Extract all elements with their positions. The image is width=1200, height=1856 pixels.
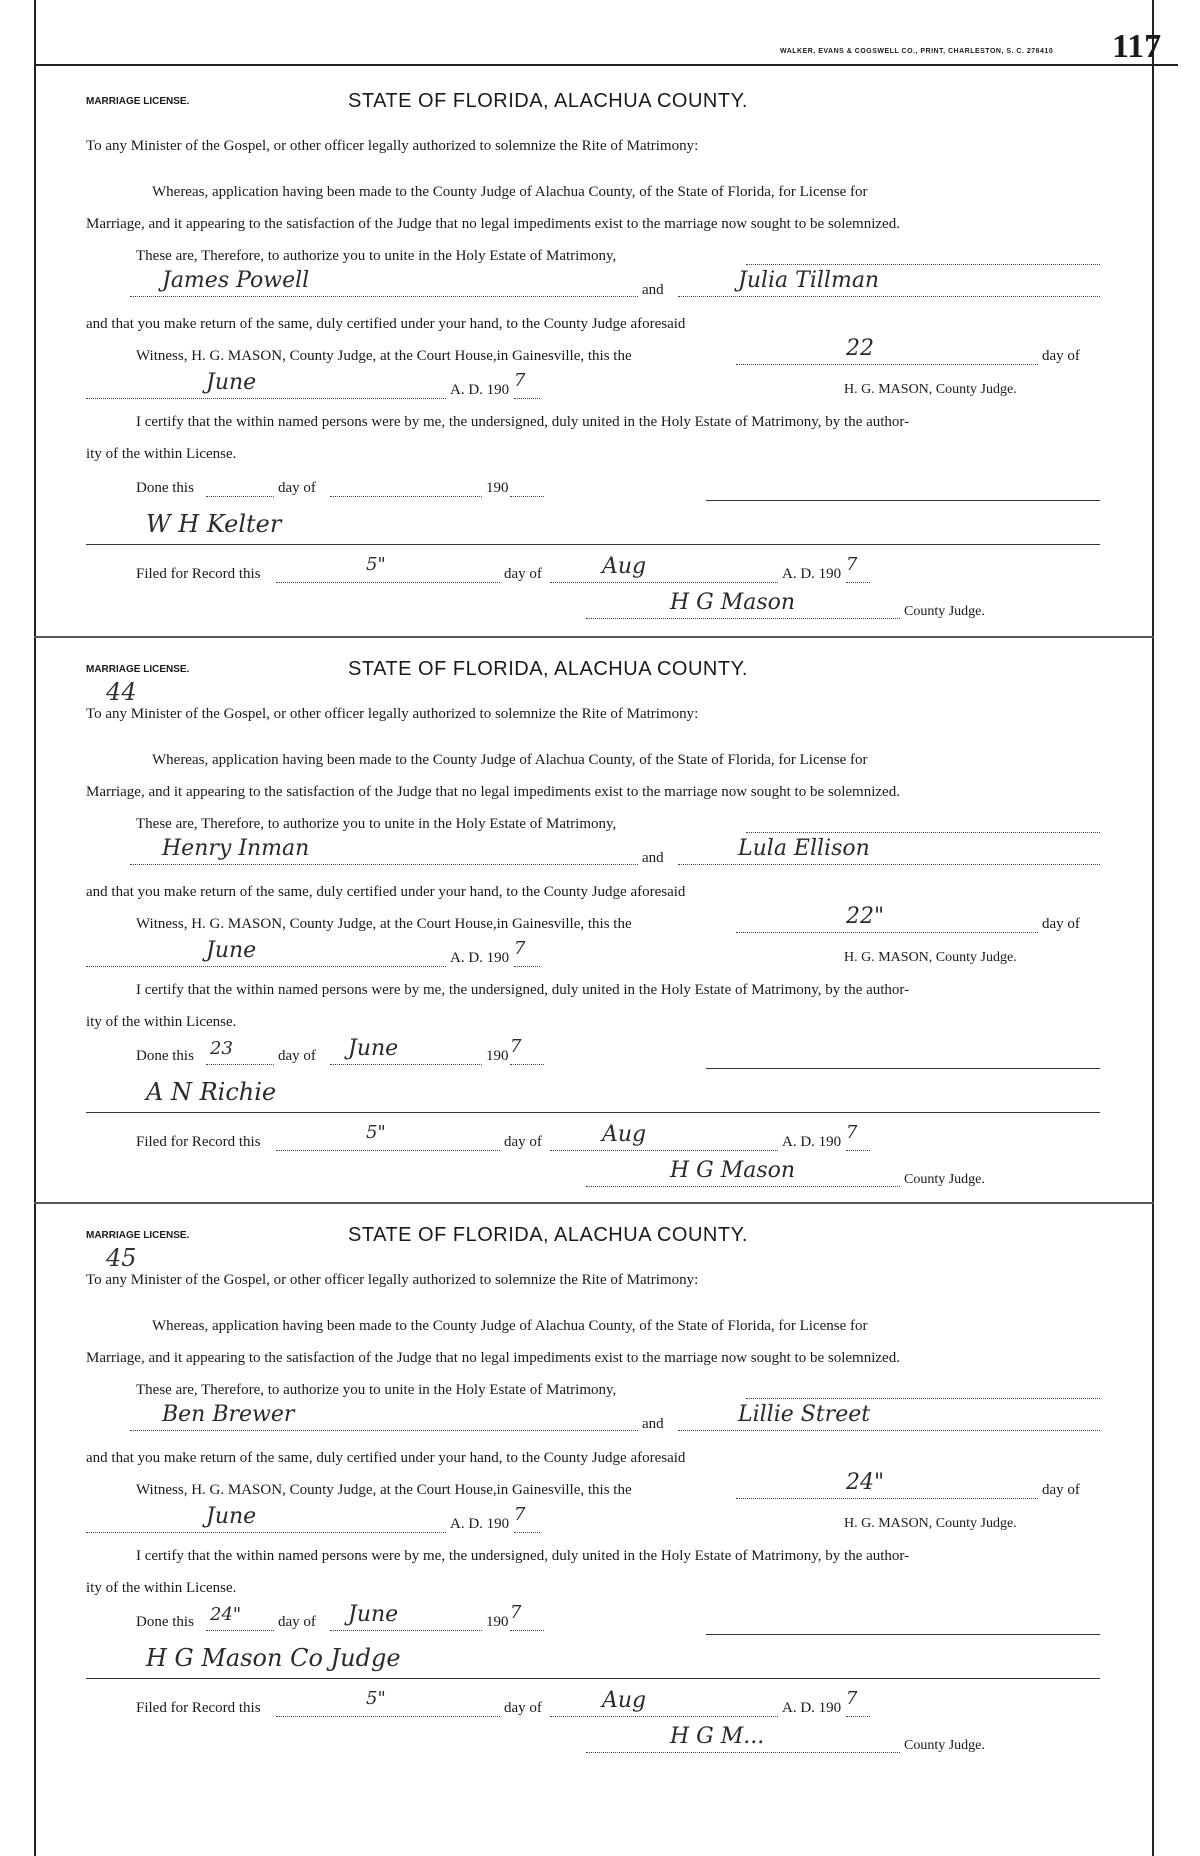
- bride-fill: [678, 864, 1100, 865]
- done-year-fill: [510, 1064, 544, 1065]
- officiant-signature: H G Mason Co Judge: [146, 1644, 401, 1672]
- whereas-line-2: Marriage, and it appearing to the satisfaction of the Judge that no legal impediments exist to the marriage now sought to be solemnized.: [86, 1350, 900, 1366]
- certify-line-2: ity of the within License.: [86, 1580, 237, 1596]
- certify-line-1: I certify that the within named persons were by me, the undersigned, duly united in the Holy Estate of Matrimony, by the author-: [136, 414, 910, 430]
- done-day: 23: [210, 1038, 233, 1059]
- groom-fill: [130, 864, 638, 865]
- witness-day: 22": [846, 904, 885, 929]
- printer-imprint: WALKER, EVANS & COGSWELL CO., PRINT, CHARLESTON, S. C. 276410: [780, 48, 1054, 55]
- groom-fill: [130, 296, 638, 297]
- filed-label: Filed for Record this: [136, 1134, 261, 1150]
- groom-fill: [130, 1430, 638, 1431]
- signature-rule: [86, 1112, 1100, 1113]
- page-number: 117: [1112, 28, 1162, 65]
- certify-line-1: I certify that the within named persons were by me, the undersigned, duly united in the Holy Estate of Matrimony, by the author-: [136, 982, 910, 998]
- filed-by-signature: H G Mason: [670, 1158, 796, 1183]
- done-day-fill: [206, 496, 274, 497]
- filed-year-fill: [846, 582, 870, 583]
- right-border: [1152, 0, 1154, 1856]
- filed-day-of-label: day of: [504, 566, 542, 582]
- witness-year-fill: [514, 966, 540, 967]
- filed-label: Filed for Record this: [136, 1700, 261, 1716]
- top-rule: [34, 64, 1178, 66]
- officiant-rule: [706, 500, 1100, 501]
- done-month-fill: [330, 1630, 482, 1631]
- day-of-label: day of: [1042, 916, 1080, 932]
- whereas-line-1: Whereas, application having been made to the County Judge of Alachua County, of the State of Florida, for License for: [152, 184, 868, 200]
- filed-day-of-label: day of: [504, 1700, 542, 1716]
- certify-line-1: I certify that the within named persons were by me, the undersigned, duly united in the Holy Estate of Matrimony, by the author-: [136, 1548, 910, 1564]
- groom-name: Henry Inman: [162, 836, 310, 861]
- done-year-fill: [510, 496, 544, 497]
- day-of-label: day of: [1042, 348, 1080, 364]
- groom-name: Ben Brewer: [162, 1402, 295, 1427]
- filed-day: 5": [366, 1122, 386, 1143]
- filed-day-fill: [276, 582, 500, 583]
- bride-name: Lula Ellison: [738, 836, 870, 861]
- salutation: To any Minister of the Gospel, or other officer legally authorized to solemnize the Rite of Matrimony:: [86, 706, 699, 722]
- and-label: and: [642, 850, 664, 866]
- done-day: 24": [210, 1604, 242, 1625]
- license-label: MARRIAGE LICENSE.: [86, 664, 190, 675]
- filed-day-fill: [276, 1150, 500, 1151]
- ad-label: A. D. 190: [450, 382, 510, 398]
- done-year-fill: [510, 1630, 544, 1631]
- license-label: MARRIAGE LICENSE.: [86, 1230, 190, 1241]
- whereas-line-2: Marriage, and it appearing to the satisfaction of the Judge that no legal impediments exist to the marriage now sought to be solemnized.: [86, 216, 900, 232]
- witness-month: June: [206, 1504, 257, 1529]
- witness-year-fill: [514, 1532, 540, 1533]
- witness-year: 7: [514, 938, 526, 959]
- and-label: and: [642, 1416, 664, 1432]
- filed-label: Filed for Record this: [136, 566, 261, 582]
- done-year-label: 190: [486, 1614, 509, 1630]
- witness-line: Witness, H. G. MASON, County Judge, at the Court House,in Gainesville, this the: [136, 348, 632, 364]
- filed-ad-label: A. D. 190: [782, 1134, 842, 1150]
- bride-name: Lillie Street: [738, 1402, 871, 1427]
- witness-day: 24": [846, 1470, 885, 1495]
- county-judge-label: County Judge.: [904, 1172, 985, 1187]
- filed-by-fill: [586, 618, 900, 619]
- filed-year: 7: [846, 1688, 858, 1709]
- filed-by-signature: H G M...: [670, 1724, 765, 1749]
- filed-by-fill: [586, 1186, 900, 1187]
- filed-month: Aug: [602, 1122, 647, 1147]
- bride-name: Julia Tillman: [738, 268, 880, 293]
- filed-day-fill: [276, 1716, 500, 1717]
- witness-month-fill: [86, 1532, 446, 1533]
- done-year-label: 190: [486, 480, 509, 496]
- license-number: 44: [106, 678, 137, 706]
- license-title: STATE OF FLORIDA, ALACHUA COUNTY.: [348, 658, 748, 680]
- officiant-signature: W H Kelter: [146, 510, 282, 538]
- filed-year-fill: [846, 1716, 870, 1717]
- done-day-of-label: day of: [278, 1614, 316, 1630]
- witness-line: Witness, H. G. MASON, County Judge, at the Court House,in Gainesville, this the: [136, 916, 632, 932]
- return-line: and that you make return of the same, duly certified under your hand, to the County Judge aforesaid: [86, 316, 686, 332]
- authorize-line: These are, Therefore, to authorize you to unite in the Holy Estate of Matrimony,: [136, 816, 617, 832]
- ad-label: A. D. 190: [450, 950, 510, 966]
- license-separator: [34, 1202, 1154, 1204]
- done-day-of-label: day of: [278, 480, 316, 496]
- filed-month: Aug: [602, 554, 647, 579]
- done-day-of-label: day of: [278, 1048, 316, 1064]
- left-border: [34, 0, 36, 1856]
- bride-fill: [678, 1430, 1100, 1431]
- license-title: STATE OF FLORIDA, ALACHUA COUNTY.: [348, 1224, 748, 1246]
- done-label: Done this: [136, 1614, 194, 1630]
- whereas-line-2: Marriage, and it appearing to the satisfaction of the Judge that no legal impediments exist to the marriage now sought to be solemnized.: [86, 784, 900, 800]
- done-month-fill: [330, 1064, 482, 1065]
- filed-month-fill: [550, 1150, 778, 1151]
- done-year: 7: [510, 1036, 522, 1057]
- filed-year: 7: [846, 1122, 858, 1143]
- filed-day: 5": [366, 1688, 386, 1709]
- filed-year: 7: [846, 554, 858, 575]
- judge-signature-print: H. G. MASON, County Judge.: [844, 382, 1017, 397]
- salutation: To any Minister of the Gospel, or other officer legally authorized to solemnize the Rite of Matrimony:: [86, 138, 699, 154]
- witness-month: June: [206, 370, 257, 395]
- witness-day-fill: [736, 932, 1038, 933]
- filed-ad-label: A. D. 190: [782, 566, 842, 582]
- filed-by-signature: H G Mason: [670, 590, 796, 615]
- authorize-fill: [746, 1398, 1100, 1399]
- filed-ad-label: A. D. 190: [782, 1700, 842, 1716]
- witness-day: 22: [846, 336, 874, 361]
- authorize-line: These are, Therefore, to authorize you to unite in the Holy Estate of Matrimony,: [136, 248, 617, 264]
- return-line: and that you make return of the same, duly certified under your hand, to the County Judge aforesaid: [86, 884, 686, 900]
- done-month: June: [348, 1036, 399, 1061]
- done-day-fill: [206, 1064, 274, 1065]
- whereas-line-1: Whereas, application having been made to the County Judge of Alachua County, of the State of Florida, for License for: [152, 1318, 868, 1334]
- license-separator: [34, 636, 1154, 638]
- done-year-label: 190: [486, 1048, 509, 1064]
- judge-signature-print: H. G. MASON, County Judge.: [844, 950, 1017, 965]
- license-title: STATE OF FLORIDA, ALACHUA COUNTY.: [348, 90, 748, 112]
- done-month-fill: [330, 496, 482, 497]
- witness-day-fill: [736, 364, 1038, 365]
- signature-rule: [86, 1678, 1100, 1679]
- officiant-rule: [706, 1068, 1100, 1069]
- done-label: Done this: [136, 480, 194, 496]
- done-year: 7: [510, 1602, 522, 1623]
- certify-line-2: ity of the within License.: [86, 446, 237, 462]
- filed-day-of-label: day of: [504, 1134, 542, 1150]
- ad-label: A. D. 190: [450, 1516, 510, 1532]
- and-label: and: [642, 282, 664, 298]
- witness-year: 7: [514, 1504, 526, 1525]
- authorize-fill: [746, 264, 1100, 265]
- witness-month: June: [206, 938, 257, 963]
- done-label: Done this: [136, 1048, 194, 1064]
- license-number: 45: [106, 1244, 137, 1272]
- witness-month-fill: [86, 966, 446, 967]
- filed-year-fill: [846, 1150, 870, 1151]
- bride-fill: [678, 296, 1100, 297]
- filed-month-fill: [550, 1716, 778, 1717]
- signature-rule: [86, 544, 1100, 545]
- authorize-line: These are, Therefore, to authorize you to unite in the Holy Estate of Matrimony,: [136, 1382, 617, 1398]
- authorize-fill: [746, 832, 1100, 833]
- witness-year: 7: [514, 370, 526, 391]
- judge-signature-print: H. G. MASON, County Judge.: [844, 1516, 1017, 1531]
- license-label: MARRIAGE LICENSE.: [86, 96, 190, 107]
- done-month: June: [348, 1602, 399, 1627]
- groom-name: James Powell: [162, 268, 310, 293]
- filed-by-fill: [586, 1752, 900, 1753]
- salutation: To any Minister of the Gospel, or other officer legally authorized to solemnize the Rite of Matrimony:: [86, 1272, 699, 1288]
- county-judge-label: County Judge.: [904, 1738, 985, 1753]
- witness-day-fill: [736, 1498, 1038, 1499]
- whereas-line-1: Whereas, application having been made to the County Judge of Alachua County, of the State of Florida, for License for: [152, 752, 868, 768]
- filed-day: 5": [366, 554, 386, 575]
- filed-month: Aug: [602, 1688, 647, 1713]
- certify-line-2: ity of the within License.: [86, 1014, 237, 1030]
- officiant-rule: [706, 1634, 1100, 1635]
- filed-month-fill: [550, 582, 778, 583]
- done-day-fill: [206, 1630, 274, 1631]
- return-line: and that you make return of the same, duly certified under your hand, to the County Judge aforesaid: [86, 1450, 686, 1466]
- county-judge-label: County Judge.: [904, 604, 985, 619]
- witness-year-fill: [514, 398, 540, 399]
- witness-line: Witness, H. G. MASON, County Judge, at the Court House,in Gainesville, this the: [136, 1482, 632, 1498]
- officiant-signature: A N Richie: [146, 1078, 277, 1106]
- day-of-label: day of: [1042, 1482, 1080, 1498]
- witness-month-fill: [86, 398, 446, 399]
